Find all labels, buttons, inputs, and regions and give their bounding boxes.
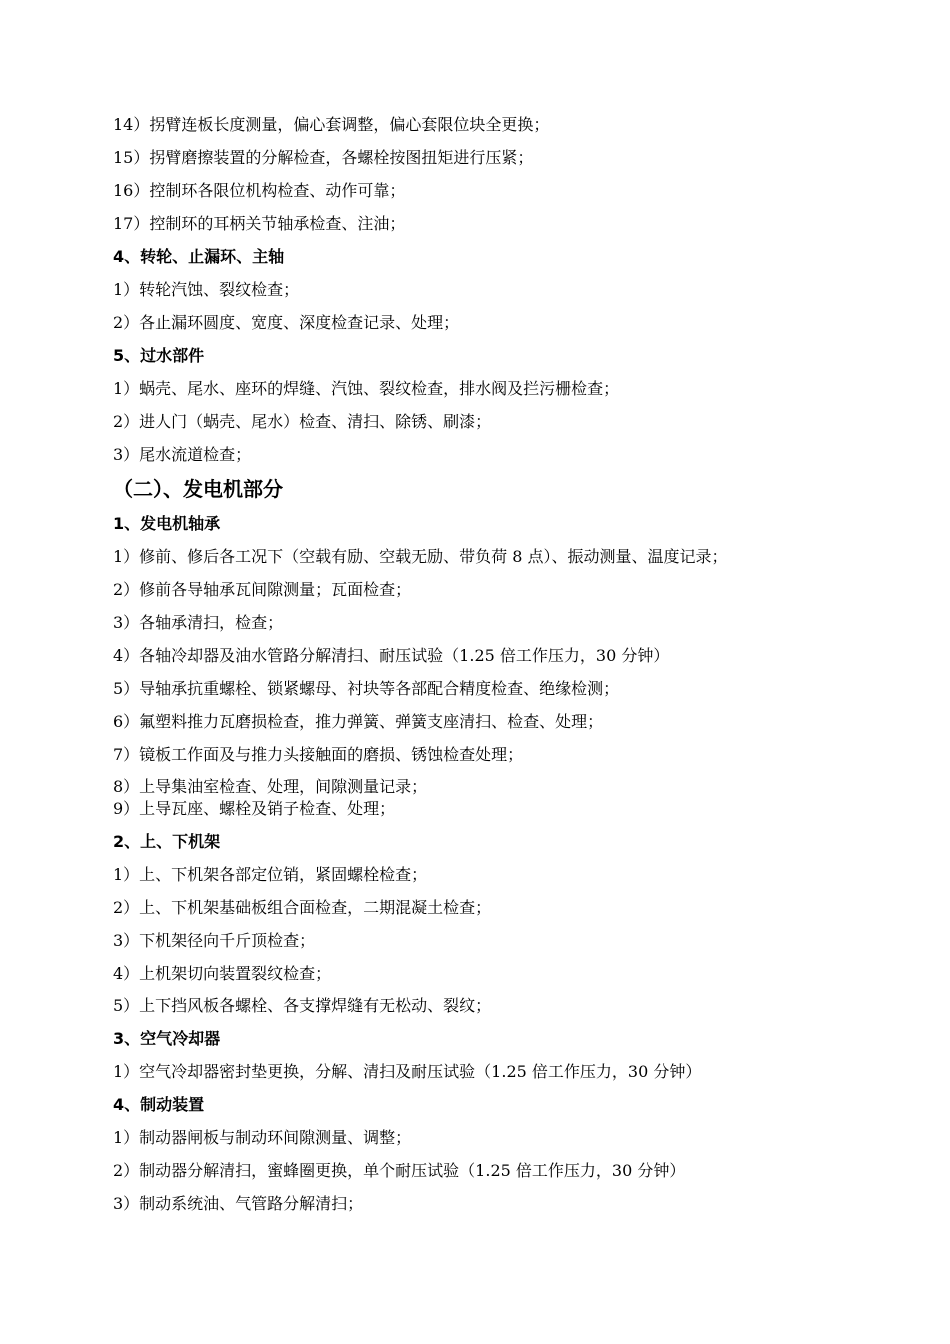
section-heading: （二）、发电机部分 (113, 477, 283, 501)
subsection-heading: 3、空气冷却器 (113, 1029, 221, 1048)
list-item: 2）上、下机架基础板组合面检查，二期混凝土检查； (113, 898, 492, 917)
list-item: 7）镜板工作面及与推力头接触面的磨损、锈蚀检查处理； (113, 745, 524, 764)
list-item: 4）上机架切向装置裂纹检查； (113, 964, 332, 983)
list-item: 16）控制环各限位机构检查、动作可靠； (113, 181, 406, 200)
list-item: 1）上、下机架各部定位销，紧固螺栓检查； (113, 865, 428, 884)
list-item: 2）各止漏环圆度、宽度、深度检查记录、处理； (113, 313, 460, 332)
subsection-heading: 5、过水部件 (113, 346, 205, 365)
list-item: 14）拐臂连板长度测量，偏心套调整，偏心套限位块全更换； (113, 115, 550, 134)
list-item: 1）修前、修后各工况下（空载有励、空载无励、带负荷 8 点）、振动测量、温度记录； (113, 547, 728, 566)
list-item: 5）上下挡风板各螺栓、各支撑焊缝有无松动、裂纹； (113, 996, 492, 1015)
list-item: 17）控制环的耳柄关节轴承检查、注油； (113, 214, 406, 233)
list-item: 8）上导集油室检查、处理，间隙测量记录； (113, 777, 428, 796)
list-item: 15）拐臂磨擦装置的分解检查，各螺栓按图扭矩进行压紧； (113, 148, 534, 167)
list-item: 2）进人门（蜗壳、尾水）检查、清扫、除锈、刷漆； (113, 412, 492, 431)
list-item: 3）下机架径向千斤顶检查； (113, 931, 316, 950)
list-item: 1）制动器闸板与制动环间隙测量、调整； (113, 1128, 412, 1147)
list-item: 3）各轴承清扫，检查； (113, 613, 284, 632)
subsection-heading: 4、转轮、止漏环、主轴 (113, 247, 285, 266)
list-item: 1）转轮汽蚀、裂纹检查； (113, 280, 300, 299)
list-item: 1）蜗壳、尾水、座环的焊缝、汽蚀、裂纹检查，排水阀及拦污栅检查； (113, 379, 620, 398)
subsection-heading: 4、制动装置 (113, 1095, 205, 1114)
subsection-heading: 2、上、下机架 (113, 832, 221, 851)
list-item: 2）制动器分解清扫，蜜蜂圈更换，单个耐压试验（1.25 倍工作压力，30 分钟） (113, 1161, 686, 1180)
list-item: 3）制动系统油、气管路分解清扫； (113, 1194, 364, 1213)
list-item: 2）修前各导轴承瓦间隙测量；瓦面检查； (113, 580, 412, 599)
list-item: 9）上导瓦座、螺栓及销子检查、处理； (113, 799, 396, 818)
list-item: 6）氟塑料推力瓦磨损检查，推力弹簧、弹簧支座清扫、检查、处理； (113, 712, 604, 731)
list-item: 5）导轴承抗重螺栓、锁紧螺母、衬块等各部配合精度检查、绝缘检测； (113, 679, 620, 698)
list-item: 4）各轴冷却器及油水管路分解清扫、耐压试验（1.25 倍工作压力，30 分钟） (113, 646, 670, 665)
subsection-heading: 1、发电机轴承 (113, 514, 221, 533)
list-item: 3）尾水流道检查； (113, 445, 252, 464)
list-item: 1）空气冷却器密封垫更换，分解、清扫及耐压试验（1.25 倍工作压力，30 分钟） (113, 1062, 702, 1081)
